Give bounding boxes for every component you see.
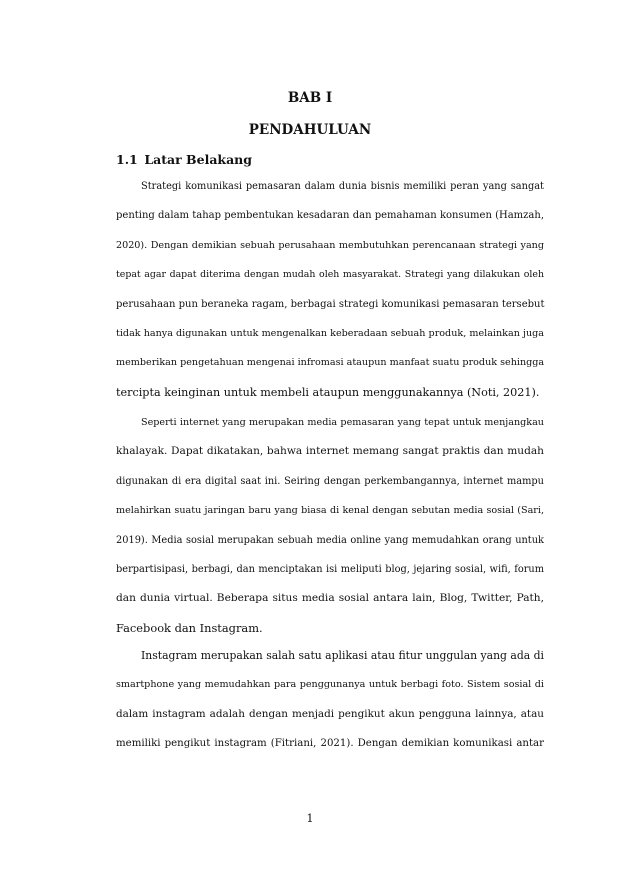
paragraph-line: memiliki pengikut instagram (Fitriani, 2021). Dengan demikian komunikasi antar [116, 738, 544, 750]
paragraph-line: digunakan di era digital saat ini. Seiring dengan perkembangannya, internet mampu [116, 475, 544, 487]
paragraph-line: Instagram merupakan salah satu aplikasi atau fitur unggulan yang ada di [141, 649, 544, 662]
paragraph-line: tepat agar dapat diterima dengan mudah oleh masyarakat. Strategi yang dilakukan oleh [116, 269, 544, 281]
page-number: 1 [306, 812, 314, 825]
paragraph-line: smartphone yang memudahkan para penggunanya untuk berbagi foto. Sistem sosial di [116, 679, 544, 691]
paragraph-line: berpartisipasi, berbagi, dan menciptakan isi meliputi blog, jejaring sosial, wifi, forum [116, 564, 544, 576]
paragraph-line: tidak hanya digunakan untuk mengenalkan keberadaan sebuah produk, melainkan juga [116, 328, 544, 340]
paragraph-line: melahirkan suatu jaringan baru yang biasa di kenal dengan sebutan media sosial (Sari, [116, 505, 544, 517]
section-number: 1.1 [116, 152, 138, 167]
section-title: Latar Belakang [144, 152, 253, 167]
section-heading [116, 152, 252, 167]
paragraph-line: 2019). Media sosial merupakan sebuah media online yang memudahkan orang untuk [116, 534, 544, 546]
chapter-number: BAB I [287, 90, 333, 106]
paragraph-line: dalam instagram adalah dengan menjadi pengikut akun pengguna lainnya, atau [116, 707, 544, 720]
paragraph-3 [116, 641, 544, 759]
paragraph-line: 2020). Dengan demikian sebuah perusahaan membutuhkan perencanaan strategi yang [116, 239, 544, 251]
paragraph-line: Seperti internet yang merupakan media pemasaran yang tepat untuk menjangkau [141, 417, 544, 428]
paragraph-line: penting dalam tahap pembentukan kesadaran dan pemahaman konsumen (Hamzah, [116, 210, 544, 222]
paragraph-2 [116, 408, 544, 643]
paragraph-line: perusahaan pun beraneka ragam, berbagai strategi komunikasi pemasaran tersebut [116, 298, 545, 310]
paragraph-line: khalayak. Dapat dikatakan, bahwa internet memang sangat praktis dan mudah [116, 445, 544, 458]
paragraph-line: memberikan pengetahuan mengenai infromasi ataupun manfaat suatu produk sehingga [116, 357, 545, 369]
paragraph-line: Strategi komunikasi pemasaran dalam dunia bisnis memiliki peran yang sangat [141, 181, 544, 192]
paragraph-1 [116, 172, 544, 407]
paragraph-line: tercipta keinginan untuk membeli ataupun menggunakannya (Noti, 2021). [116, 385, 540, 399]
paragraph-line: Facebook dan Instagram. [116, 620, 263, 635]
chapter-title: PENDAHULUAN [248, 122, 372, 138]
paragraph-line: dan dunia virtual. Beberapa situs media sosial antara lain, Blog, Twitter, Path, [116, 592, 544, 605]
